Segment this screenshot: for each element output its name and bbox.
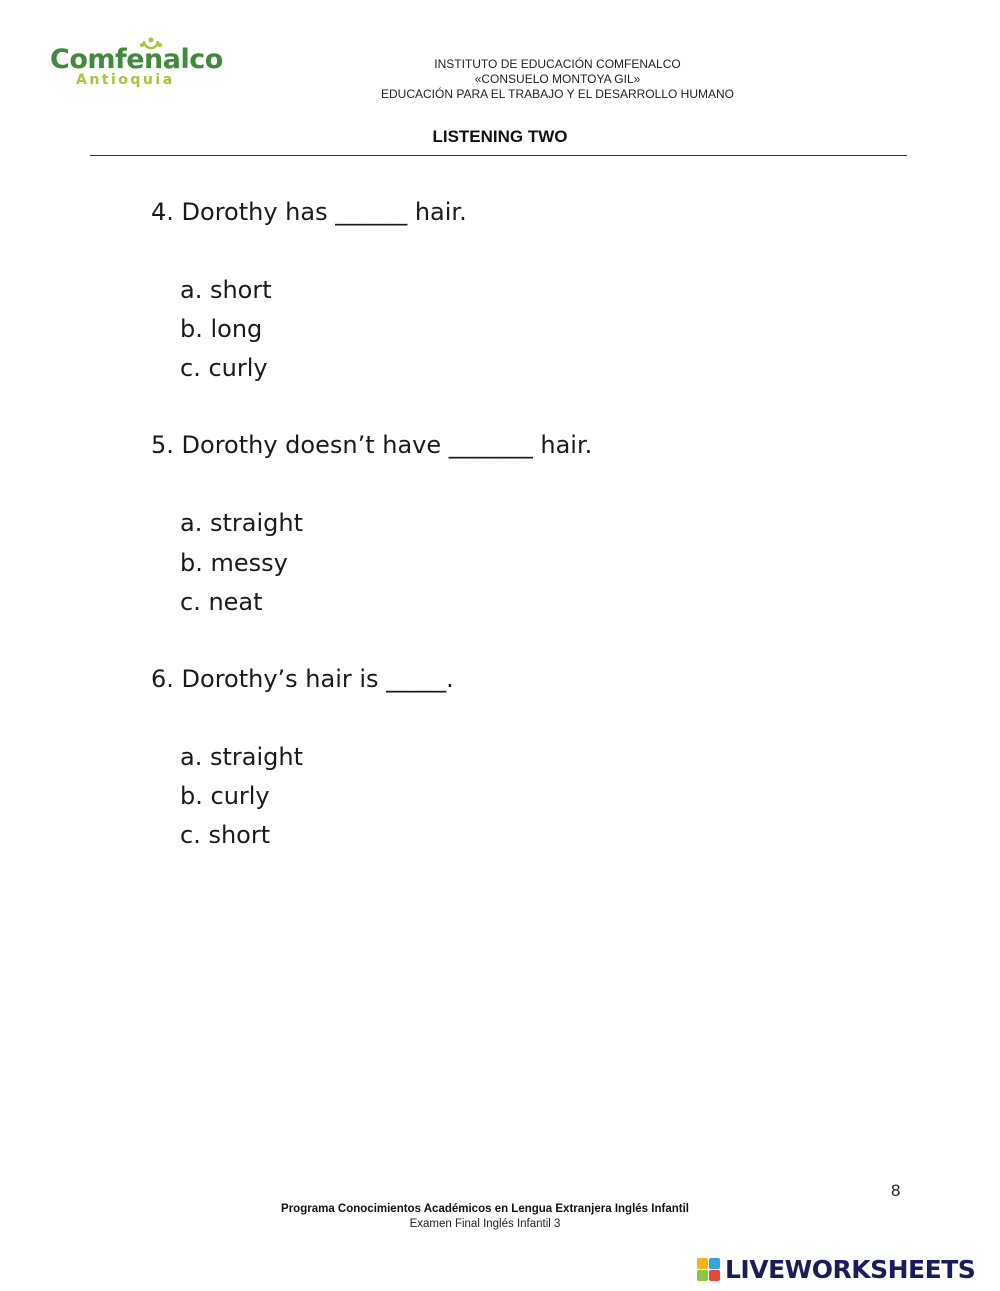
comfenalco-logo <box>50 36 223 96</box>
header-divider <box>90 155 907 156</box>
question-4-option-b[interactable]: b. long <box>180 315 263 343</box>
logo-main-text: Comfenalco <box>50 44 223 75</box>
page-title: LISTENING TWO <box>432 127 568 146</box>
institute-program: EDUCACIÓN PARA EL TRABAJO Y EL DESARROLLO HUMANO <box>381 87 734 101</box>
institute-name: INSTITUTO DE EDUCACIÓN COMFENALCO <box>434 57 681 71</box>
question-4-option-c[interactable]: c. curly <box>180 354 268 382</box>
question-5-option-b[interactable]: b. messy <box>180 549 288 577</box>
question-5-option-c[interactable]: c. neat <box>180 588 263 616</box>
institute-subtitle: «CONSUELO MONTOYA GIL» <box>474 72 641 86</box>
question-6-option-c[interactable]: c. short <box>180 821 271 849</box>
page-number: 8 <box>891 1181 901 1200</box>
question-4-option-a[interactable]: a. short <box>180 276 272 304</box>
liveworksheets-watermark <box>697 1255 997 1285</box>
footer-program: Programa Conocimientos Académicos en Lengua Extranjera Inglés Infantil <box>281 1203 689 1215</box>
question-6-option-a[interactable]: a. straight <box>180 743 303 771</box>
question-6: 6. Dorothy’s hair is _____. <box>151 665 454 693</box>
liveworksheets-text: LIVEWORKSHEETS <box>725 1255 976 1284</box>
question-4: 4. Dorothy has ______ hair. <box>151 198 467 226</box>
question-5-option-a[interactable]: a. straight <box>180 509 303 537</box>
liveworksheets-blocks-icon <box>697 1258 723 1282</box>
footer-exam: Examen Final Inglés Infantil 3 <box>409 1218 561 1230</box>
question-6-option-b[interactable]: b. curly <box>180 782 270 810</box>
question-5: 5. Dorothy doesn’t have _______ hair. <box>151 431 593 459</box>
logo-sub-text: Antioquia <box>76 72 175 88</box>
